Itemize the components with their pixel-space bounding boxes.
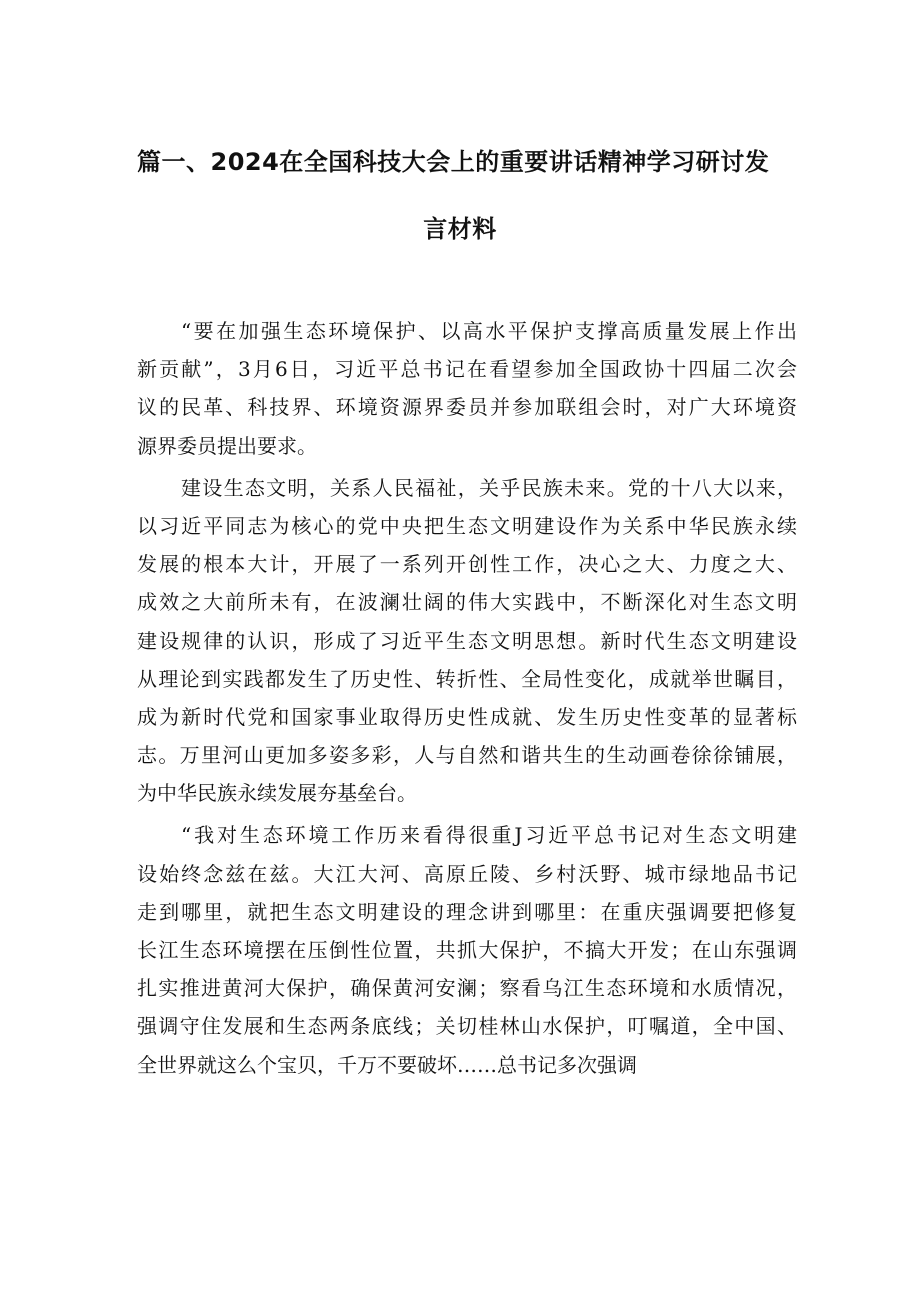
text-line: 强调守住发展和生态两条底线；关切桂林山水保护，叮嘱道，全中国、 [137, 1014, 797, 1039]
text-line: 为中华民族永续发展夯基垒台。 [137, 781, 417, 806]
text-line: 以习近平同志为核心的党中央把生态文明建设作为关系中华民族永续 [137, 513, 797, 538]
text-line: 议的民革、科技界、环境资源界委员并参加联组会时，对广大环境资 [137, 395, 797, 420]
text-line: 源界委员提出要求。 [137, 433, 317, 458]
text-line: 志。万里河山更加多姿多彩，人与自然和谐共生的生动画卷徐徐铺展， [137, 743, 797, 768]
text-line: “我对生态环境工作历来看得很重J习近平总书记对生态文明建 [181, 823, 797, 848]
text-line: 建设规律的认识，形成了习近平生态文明思想。新时代生态文明建设 [137, 628, 797, 653]
text-line: 全世界就这么个宝贝，千万不要破坏……总书记多次强调 [137, 1052, 637, 1077]
document-title-line-1: 篇一、2024在全国科技大会上的重要讲话精神学习研讨发 [137, 148, 770, 176]
text-line: “要在加强生态环境保护、以高水平保护支撑高质量发展上作出 [181, 319, 797, 343]
text-line: 设始终念兹在兹。大江大河、高原丘陵、乡村沃野、城市绿地品书记 [137, 861, 797, 886]
text-line: 长江生态环境摆在压倒性位置，共抓大保护，不搞大开发；在山东强调 [137, 938, 797, 962]
text-line: 从理论到实践都发生了历史性、转折性、全局性变化，成就举世瞩目， [137, 666, 797, 691]
text-line: 走到哪里，就把生态文明建设的理念讲到哪里：在重庆强调要把修复 [137, 899, 797, 924]
document-body [137, 312, 797, 1084]
paragraph [137, 312, 797, 465]
text-line: 新贡献”，3月6日，习近平总书记在看望参加全国政协十四届二次会 [137, 357, 797, 382]
text-line: 发展的根本大计，开展了一系列开创性工作，决心之大、力度之大、 [137, 552, 797, 577]
text-line: 建设生态文明，关系人民福祉，关乎民族未来。党的十八大以来， [181, 475, 797, 500]
text-line: 成为新时代党和国家事业取得历史性成就、发生历史性变革的显著标 [137, 704, 797, 729]
paragraph [137, 469, 797, 813]
paragraph [137, 816, 797, 1083]
text-line: 扎实推进黄河大保护，确保黄河安澜；察看乌江生态环境和水质情况， [137, 976, 797, 1001]
document-title-line-2: 言材料 [423, 215, 497, 243]
text-line: 成效之大前所未有，在波澜壮阔的伟大实践中，不断深化对生态文明 [137, 590, 797, 615]
